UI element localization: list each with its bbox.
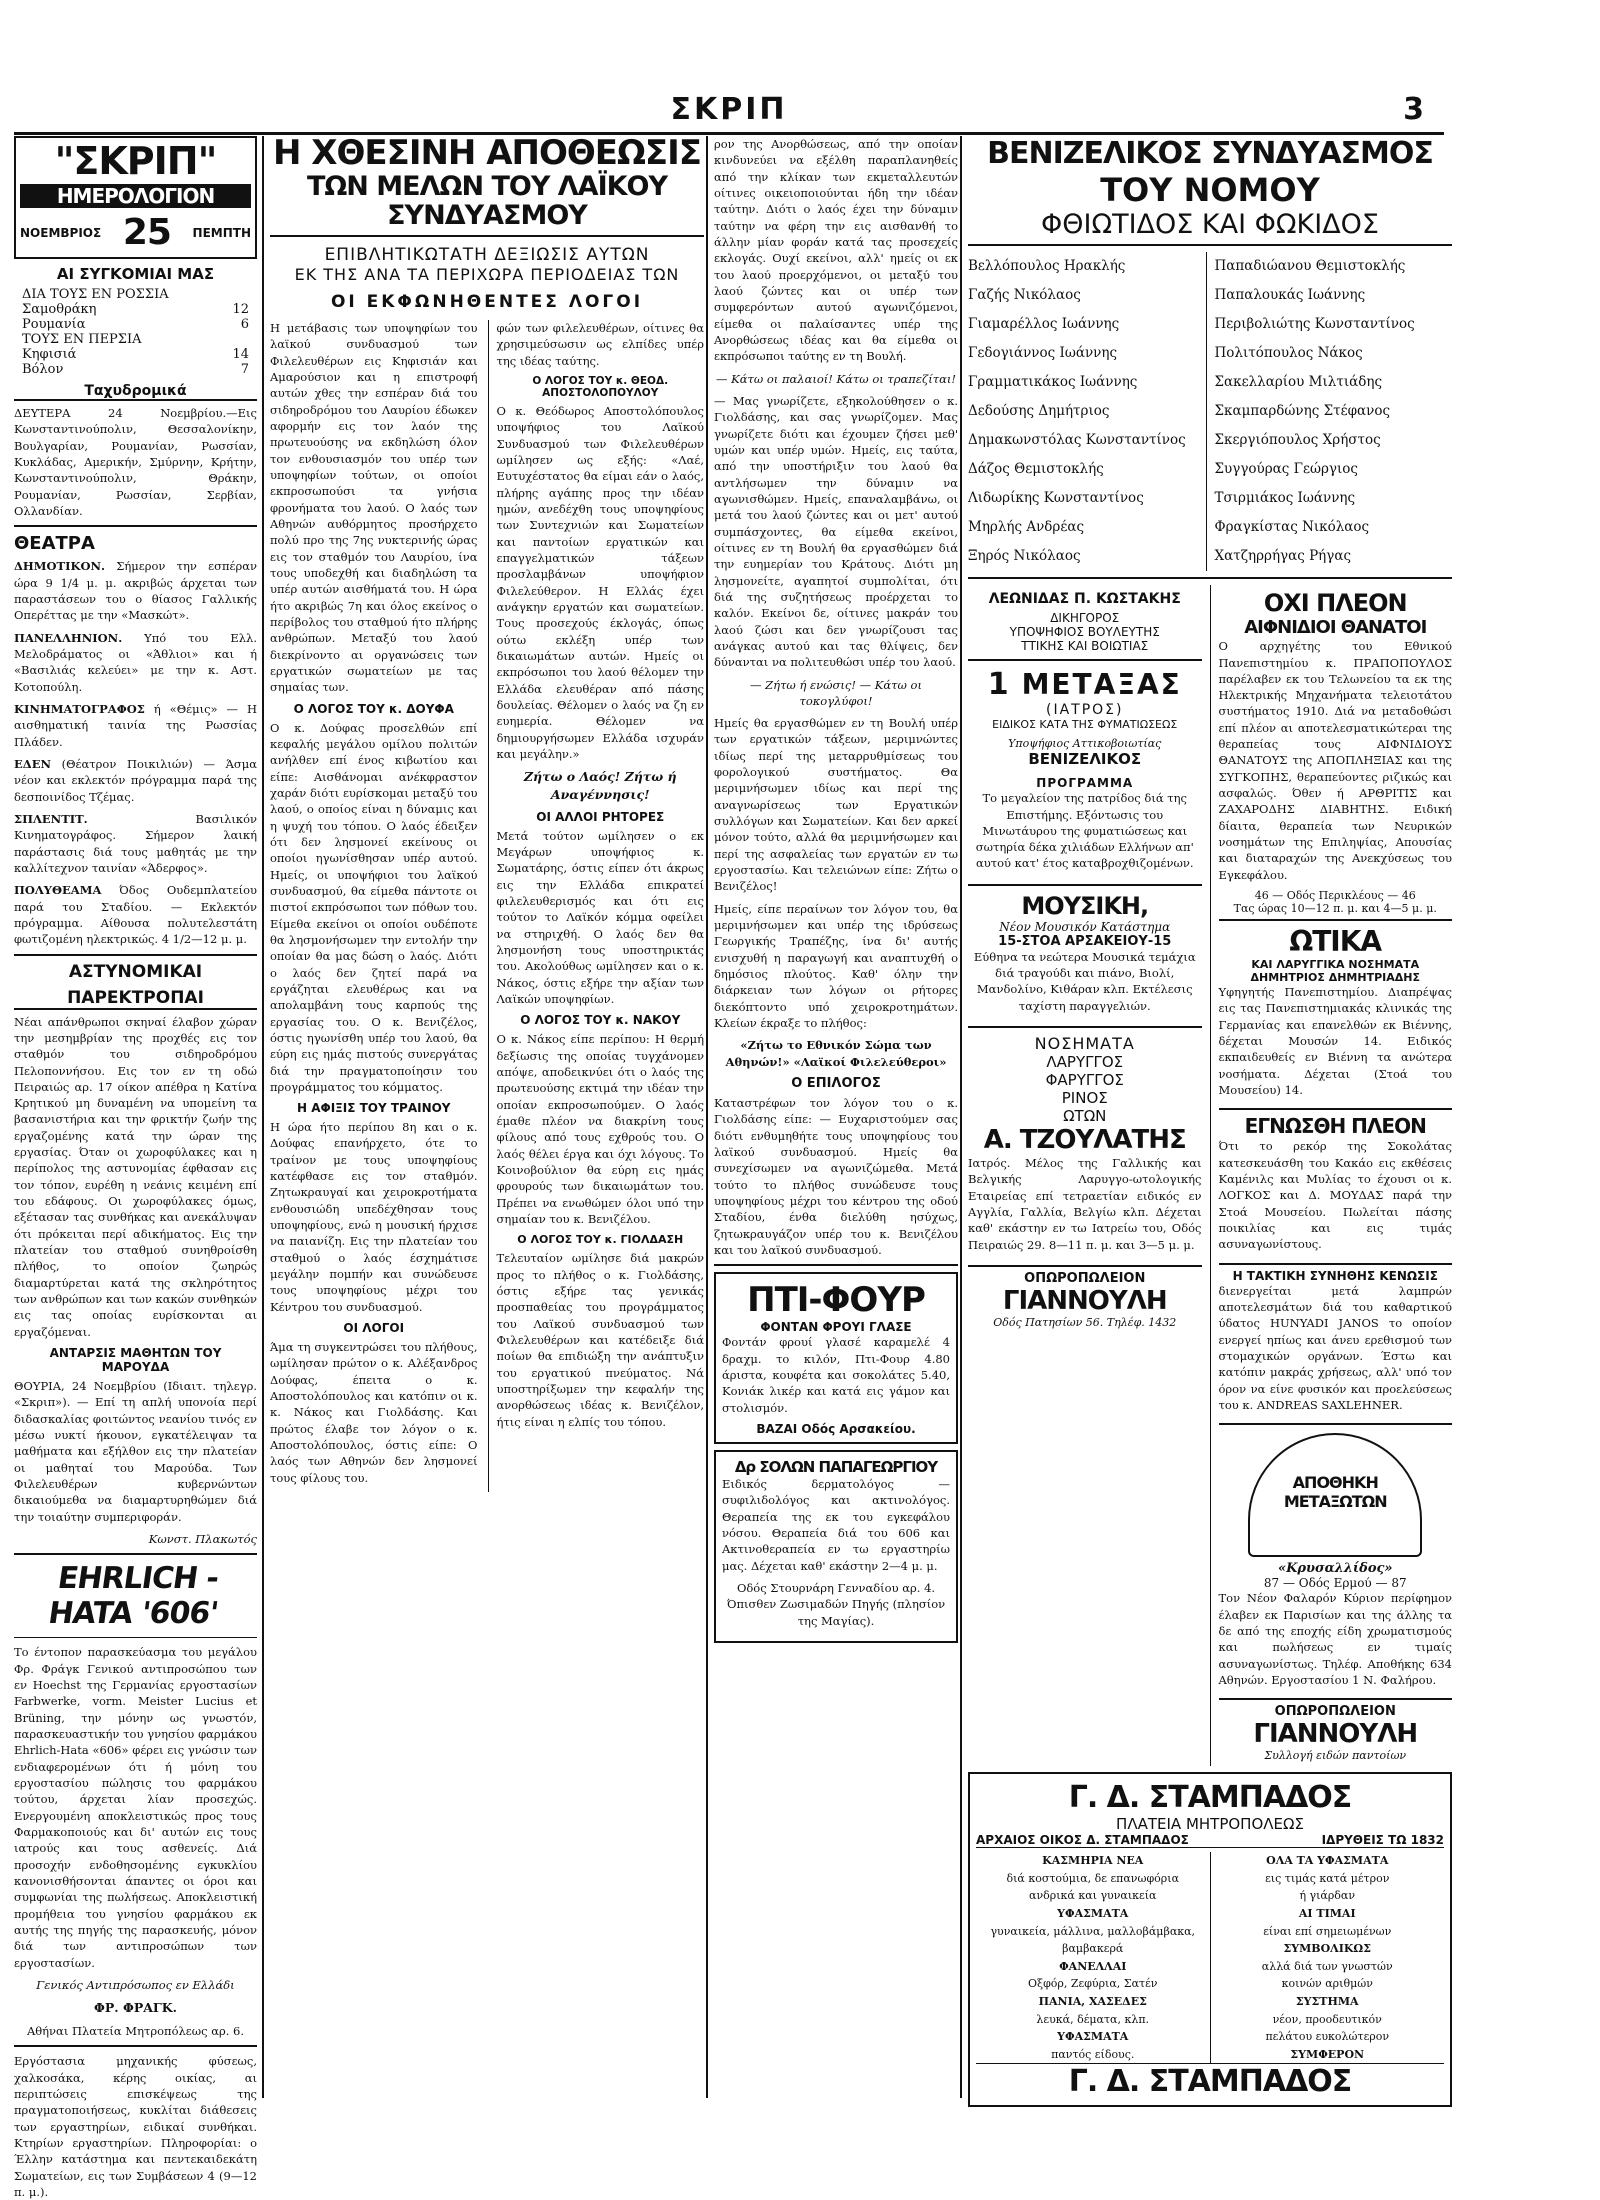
stampados-item: εις τιμάς κατά μέτρον [1265,1871,1390,1885]
ad-otika [1219,921,1453,1110]
ven-title: ΒΕΝΙΖΕΛΙΚΟΣ ΣΥΝΔΥΑΣΜΟΣ [987,136,1433,171]
shop-left-text: Οδός Πατησίων 56. Τηλέφ. 1432 [993,1316,1177,1330]
tz-name: Α. ΤΖΟΥΛΑΤΗΣ [983,1125,1186,1156]
silk-seal [1248,1433,1422,1557]
candidate-name: Πολιτόπουλος Νάκος [1214,345,1363,362]
mail-value: 12 [232,302,249,317]
candidates-left [968,252,1206,571]
ven-subtitle: ΤΟΥ ΝΟΜΟΥ [1100,171,1320,209]
ophi-text: Ο αρχηγέτης του Εθνικού Πανεπιστημίου κ. ΠΡΑΠΟΠΟΥΛΟΣ παρέλαβεν εκ του Τελωνείου τα εκ της Ηλεκτρικής Μηχανήματα τελειοτάτου συστήματος 1910. Διά να μεταδοθώσι επί πλέον αι αποτελεσματικώτεραι της θεραπείας τους ΑΙΦΝΙΔΙΟΥΣ ΘΑΝΑΤΟΥΣ της ΑΠΟΠΛΗΞΙΑΣ και της ΣΥΓΚΟΠΗΣ, θεραπεύοντες ριζικώς και ασφαλώς. Όθεν ή ΑΡΘΡΙΤΙΣ και ΖΑΧΑΡΟΔΗΣ ΔΙΑΒΗΤΗΣ. Ειδική δίαιτα, θεραπεία των Νευρικών νοσημάτων της Επιληψίας, Απουσίας και διαταραχών της Ανεκχύσεως του Εγκεφάλου. [1218,639,1452,882]
ehrlich-title: EHRLICH - HATA '606' [46,1561,221,1632]
metaxas-speciality: ΕΙΔΙΚΟΣ ΚΑΤΑ ΤΗΣ ΦΥΜΑΤΙΩΣΕΩΣ [992,718,1178,732]
ad-silk [1219,1425,1453,1700]
metaxas-program: Το μεγαλείον της πατρίδος διά της Επιστήμης. Εξόντωσις του Μινωτάυρου της φυματιώσεως και σωτηρία δέκα χιλιάδων Ελλήνων απ' αυτού κατ' έτος καταβροχθιζομένων. [975,791,1194,871]
mail-list [14,287,257,377]
silk-text: Τον Νέον Φαλαρόν Κύριον περίφημον έλαβεν εκ Παρισίων και της άλλης τα δε από της εποχής είδη χρωματισμούς και πωλήσεως εν τιμαίς ασυναγωνίστως. Τηλέφ. Αποθήκης 634 Αθηνών. Εργοστασίου 1 Ν. Φαλήρου. [1218,1591,1452,1687]
weekday: ΠΕΜΠΤΗ [192,225,251,240]
column-left [14,136,258,2199]
page-header [14,92,1444,135]
ad-kostakis [968,585,1202,661]
article-headline: Η ΧΘΕΣΙΝΗ ΑΠΟΘΕΩΣΙΣ [272,133,702,173]
cont-text-4: Ημείς, είπε περαίνων τον λόγον του, θα μεριμνήσωμεν και υπέρ της ιδρύσεως Γεωργικής Τραπέζης, ίνα δι' αυτής ενισχυθή η παραγωγή και αναπτυχθή ο δημόσιος πλούτος. Καθ' όλην την διάρκειαν των λόγων οι ρήτορες διεκόπτοντο υπό χειροκροτημάτων. Κλείων έκραξε το πλήθος: [714,901,958,1031]
candidate-name: Βελλόπουλος Ηρακλής [968,258,1126,274]
stampados-item: παντός είδους. [1051,2047,1135,2061]
ophi-subtitle: ΑΙΦΝΙΔΙΟΙ ΘΑΝΑΤΟΙ [1244,617,1427,639]
apost-title: Ο ΛΟΓΟΣ ΤΟΥ κ. ΘΕΟΔ. ΑΠΟΣΤΟΛΟΠΟΥΛΟΥ [532,375,669,400]
stampados-left [976,1852,1210,2063]
stampados-item: διά κοστούμια, δε επανωφόρια [1006,1871,1179,1885]
ad-pti-four-address: ΒΑΖΑΙ Οδός Αρσακείου. [756,1421,916,1436]
others-text: Μετά τούτον ωμίλησεν ο εκ Μεγάρων υποψήφιος κ. Σωματάρης, όστις είπεν ότι άκρως εις την Ελλάδα επικρατεί φιλελευθερισμός και ότι εις τούτον το Λαϊκόν κόμμα οφείλει να στηριχθή. Ο λαός δεν θα λησμονήση τους υποστηρικτάς του. Ακολούθως ωμίλησεν και ο κ. Νάκος, όστις εξήρε την αξίαν των Λαϊκών υποψηφίων. [496,828,704,1007]
theatre-text: Υπό του Ελλ. Μελοδράματος οι «Άθλιοι» και ή «Βασιλιάς κελεύει» με την κ. Αστ. Κοτοπούλη. [14,630,257,694]
mail-label: Σαμοθράκη [22,302,97,317]
candidate-name: Σακελλαρίου Μιλτιάδης [1214,374,1383,391]
post-title: Ταχυδρομικά [14,383,257,401]
ad-doctor-name: Δρ ΣΟΛΩΝ ΠΑΠΑΓΕΩΡΓΙΟΥ [734,1457,938,1476]
stampados-item: ΣΥΜΒΟΛΙΚΩΣ [1283,1942,1371,1956]
welcome-text: Η ώρα ήτο περίπου 8η και ο κ. Δούφας επανήρχετο, ότε το τραίνον με τους υποψηφίους κατέφθασε εις τον σταθμόν. Ζητωκραυγαί και χειροκροτήματα ενθουσιώδη υπεδέχθησαν τους υποψηφίους, ενώ η μουσική ήρχισε να παιανίζη. Εις την πλατείαν του σταθμού ο λαός έσχημάτισε μεγάλην πομπήν και συνώδευσε τους υποψηφίους μέχρι του Κέντρου του συνδυασμού. [270,1120,478,1314]
shop-right-title: ΟΠΩΡΟΠΩΛΕΙΟΝ [1274,1704,1396,1720]
column-main-article [262,133,704,2098]
mail-row [14,302,257,317]
police-title: ΑΣΤΥΝΟΜΙΚΑΙ [68,961,203,982]
metaxas-candidate: Υποψήφιος Αττικοβοιωτίας [1008,737,1162,751]
candidate-name: Ξηρός Νικόλαος [968,548,1081,565]
tz-nosimata: ΝΟΣΗΜΑΤΑ [1034,1034,1135,1054]
mail-label: Κηφισιά [22,347,77,362]
epilogue-text: Καταστρέφων τον λόγον του ο κ. Γιολδάσης είπε: — Ευχαριστούμεν σας διότι ενθυμηθήτε τους υποψηφίους του λαϊκού συνδυασμού. Ημείς θα συνεχίσωμεν να αγωνιζώμεθα. Μετά τούτο το πλήθος συνώδευσε τους υποψηφίους μέχρι του κέντρου της οδού Σταδίου, ένθα διελύθη ησύχως, ζητωκραυγάζον υπέρ του κ. Βενιζέλου και του λαϊκού συνδυασμού. [714,1096,958,1257]
stampados-item: ΥΦΑΣΜΑΤΑ [1057,1907,1129,1921]
stampados-item: Οξφόρ, Ζεφύρια, Σατέν [1028,1977,1158,1991]
mail-label: Βόλον [22,362,64,377]
stampados-item: ΣΥΣΤΗΜΑ [1295,1995,1359,2009]
yold-title: Ο ΛΟΓΟΣ ΤΟΥ κ. ΓΙΟΛΔΑΣΗ [517,1233,684,1247]
stampados-house: ΑΡΧΑΙΟΣ ΟΙΚΟΣ Δ. ΣΤΑΜΠΑΔΟΣ [976,1833,1189,1848]
candidate-name: Περιβολιώτης Κωνσταντίνος [1214,316,1415,333]
ad-doctor-text: Ειδικός δερματολόγος — συφιλιδολόγος και ακτινολόγος. Θεραπεία της εκ του εγκεφάλου νόσου. Θεραπεία διά του 606 και Ακτινοθεραπεία εν τω εργαστηρίω μας. Δέχεται καθ' εκάστην 2—4 μ. μ. [722,1476,950,1573]
cont-cheer-2: «Ζήτω το Εθνικόν Σώμα των Αθηνών!» «Λαϊκοί Φιλελεύθεροι» [725,1038,947,1069]
ophi-hours: Τας ώρας 10—12 π. μ. και 4—5 μ. μ. [1233,902,1437,916]
ad-kenosis [1219,1265,1453,1426]
ehrlich-agent: Γενικός Αντιπρόσωπος εν Ελλάδι [36,1977,235,1992]
nakos-text: Ο κ. Νάκος είπε περίπου: Η θερμή δεξίωσις της οποίας τυγχάνομεν απόψε, αποδεικνύει ότι ο λαός της πρωτευούσης εκτιμά την ιδέαν την οποίαν εκπροσωπούμεν. Ο λαός έμαθε πλέον να διακρίνη τους φίλους από τους εχθρούς του. Ο λαός θέλει έργα και όχι λόγους. Το Κοινοβούλιον θα εύρη εις ημάς φρουρούς των δικαιωμάτων του. Πρέπει να ενωθώμεν όλοι υπό την σημαίαν του κ. Βενιζέλου. [496,1032,704,1226]
stampados-footer: Γ. Δ. ΣΤΑΜΠΑΔΟΣ [976,2063,1444,2099]
theatre-text: ή «Θέμις» — Η αισθηματική ταινία της Ρωσσίας Πλάδεν. [14,701,257,749]
candidate-name: Σκαμπαρδώνης Στέφανος [1214,403,1391,420]
ad-music [968,886,1202,1028]
theatre-text: Σήμερον την εσπέραν ώρα 9 1/4 μ. μ. ακριβώς άρχεται των παραστάσεων του ο θίασος Γαλλικής Οπερέττας με την «Μασκώτ». [14,559,258,623]
candidate-name: Τσιρμιάκος Ιωάννης [1214,490,1356,507]
article-headline-2: ΤΩΝ ΜΕΛΩΝ ΤΟΥ ΛΑΪΚΟΥ ΣΥΝΔΥΑΣΜΟΥ [270,172,704,237]
ehrlich-footer: Εργόστασια μηχανικής φύσεως, χαλκοσάκα, κέρης οικίας, αι περιπτώσεις επισκέψεως της πραγματοποιήσεως, κυκλίται διάθεσεις των εργαστηρίων, ειδικαί συνθήκαι. Κτηρίων εργαστηρίων. Πληροφορίαι: ο Έλλην κατάστημα και πεντεκαιδεκάτη Σωματείων, εις των Συμβάσεων 4 (9—12 π. μ.). [14,2054,257,2199]
mail-row [14,317,257,332]
ehrlich-address: Αθήναι Πλατεία Μητροπόλεως αρ. 6. [26,2024,245,2038]
ehrlich-text: Το έντοπον παρασκεύασμα του μεγάλου Φρ. Φράγκ Γενικού αντιπροσώπου των εν Hoechst της Γερμανίας εργοστασίων Farbwerke, vorm. Meister Lucius et Brüning, την μόνην ως γνωστόν, παρασκευαστικήν του γνησίου φαρμάκου Ehrlich-Hata «606» φέρει εις γνώσιν των ενδιαφερομένων ότι ή μόνη του εργοστασίου πώλησις του φαρμάκου τούτου, άρχεται λίαν προσεχώς. Ενεργουμένη αποκλειστικώς προς τους Φαρμακοποιούς και δι' αυτών εις τους ιατρούς και τους ασθενείς. Διά προσοχήν ενδοθησομένης εγκυκλίου κανονισθήσονται άπαντες οι όροι και συμφωνίαι της πωλήσεως. Αποκλειστική προμήθεια του γνησίου φαρμάκου εκ αυτής της πηγής της παρασκευής, μόνον διά των αντιπροσώπων των εργοστασίων. [14,1645,257,1970]
ad-egnosthi [1219,1110,1453,1264]
mail-row [14,362,257,377]
otika-text: Υφηγητής Πανεπιστημίου. Διαπρέψας εις τας Πανεπιστημιακάς κλινικάς της Γερμανίας και επανελθών εκ Βιέννης, δέχεται Μουσών 14. Ειδικός εκπαιδευθείς εν Βιέννη τα ανώτερα νοσήματα. Δέχεται (Στοά του Μουσείου) 14. [1218,985,1452,1098]
post-text: ΔΕΥΤΕΡΑ 24 Νοεμβρίου.—Εις Κωνσταντινούπολιν, Θεσσαλονίκην, Βουλγαρίαν, Ρουμανίαν, Ρωσσίαν, Κυκλάδας, Αμερικήν, Σμύρνην, Κρήτην, Κωνσταντινούπολιν, Θράκην, Ρουμανίαν, Ρωσσίαν, Σερβίαν, Ολλανδίαν. [14,406,257,518]
epilogue-title: Ο ΕΠΙΛΟΓΟΣ [791,1076,881,1092]
theatre-item [14,756,257,805]
stampados-item: νέον, προοδευτικόν [1272,2012,1382,2026]
music-text: Εύθηνα τα νεώτερα Μουσικά τεμάχια διά τραγούδι και πιάνο, Βιολί, Μανδολίνο, Κιθάραν κλπ. Εκτέλεσις ταχίστη παραγγελιών. [973,949,1196,1013]
stampados-item: ανδρικά και γυναικεία [1029,1889,1157,1903]
column-ads [960,136,1452,2098]
theatre-text: (Θέατρον Ποικιλιών) — Άσμα νέον και εκλεκτόν πρόγραμμα παρά της δεσποινίδος Τζέμας. [14,756,257,804]
candidate-name: Δημακωνστόλας Κωνσταντίνος [968,432,1186,449]
police-text: Νέαι απάνθρωποι σκηναί έλαβον χώραν την μεσημβρίαν της προχθές εις τον σταθμόν του σιδηροδρόμου Πελοποννήσου. Εις τον εν τη οδώ Πειραιώς αρ. 17 οίκον απέθρα η Κατίνα Κρητικού μη δυναμένη να υπομείνη τα βασανιστήρια και την φρικτήν ζωήν της εργαζομένης κατά την ώραν της εργασίας. Όταν οι χωροφύλακες και η περίπολος της αστυνομίας έφθασαν εις τον τόπον, ευρέθη η νεάνις κειμένη επί του εδάφους. Οι χωροφύλακες όμως, εξέτασαν τας συνθήκας και ανεκάλυψαν ότι πρόκειται περί αδικήματος. Εις την πλατείαν του σταθμού συνηθροίσθη πλήθος, το οποίον ζωηρώς διαμαρτύρεται κατά της σκληρότητος των ανθρώπων και των κακών συνθηκών εις τας οποίας ευρίσκονται αι εργαζόμεναι. [14,1014,257,1339]
dousf-title: Ο ΛΟΓΟΣ ΤΟΥ κ. ΔΟΥΦΑ [293,701,454,716]
theatre-name: ΠΑΝΕΛΛΗΝΙΟΝ. [14,630,123,645]
metaxas-number: 1 [987,667,1008,703]
theatre-item [14,811,257,876]
kostakis-name: ΛΕΩΝΙΔΑΣ Π. ΚΩΣΤΑΚΗΣ [988,591,1181,608]
candidate-name: Παπαλουκάς Ιωάννης [1214,287,1366,304]
kostakis-candidate: ΥΠΟΨΗΦΙΟΣ ΒΟΥΛΕΥΤΗΣ [1009,625,1160,640]
ophi-address: 46 — Οδός Περικλέους — 46 [1254,889,1416,903]
ven-subtitle-2: ΦΘΙΩΤΙΔΟΣ ΚΑΙ ΦΩΚΙΔΟΣ [968,209,1452,246]
otika-title: ΩΤΙΚΑ [1289,925,1382,959]
article-cont: φών των φιλελευθέρων, οίτινες θα χρησιμεύσωσιν ως ελπίδες υπέρ της ιδέας ταύτης. [496,321,704,368]
mail-label: ΔΙΑ ΤΟΥΣ ΕΝ ΡΟΣΣΙΑ [22,287,169,302]
shop-left-title: ΟΠΩΡΟΠΩΛΕΙΟΝ [1024,1271,1146,1287]
silk-subtitle: «Κρυσαλλίδος» [1277,1561,1393,1577]
date-row [20,212,251,253]
calendar-label: ΗΜΕΡΟΛΟΓΙΟΝ [20,184,251,208]
cont-shouts: — Ζήτω ή ενώσις! — Κάτω οι τοκογλύφοι! [750,677,922,708]
candidate-name: Φραγκίστας Νικόλαος [1214,519,1370,536]
stampados-item: κοινών αριθμών [1281,1977,1373,1991]
silk-address: 87 — Οδός Ερμού — 87 [1263,1576,1407,1591]
stampados-item: γυναικεία, μάλλινα, μαλλοβάμβακα, βαμβακερά [990,1924,1196,1956]
ad-pti-four-subtitle: ΦΟΝΤΑΝ ΦΡΟΥΙ ΓΛΑΣΕ [760,1320,912,1335]
day-number: 25 [122,212,171,253]
ad-tzoulatis [968,1028,1202,1267]
article-body-right [488,320,705,1492]
ad-metaxas [968,661,1202,886]
candidate-name: Δάζος Θεμιστοκλής [968,461,1104,478]
candidate-name: Συγγούρας Γεώργιος [1214,461,1358,478]
ad-stampados [968,1772,1452,2107]
theatre-name: ΕΔΕΝ [14,756,51,771]
theatre-item [14,701,257,750]
stampados-item: λευκά, δέματα, κλπ. [1036,2012,1150,2026]
silk-title: ΑΠΟΘΗΚΗ ΜΕΤΑΞΩΤΩΝ [1283,1473,1387,1512]
theatre-text: Βασιλικόν Κινηματογράφος. Σήμερον λαική παράστασις διά τους μαθητάς με την καλλίτεχνον ταινίαν «Άδερφος». [14,811,257,875]
speeches2-text: Άμα τη συγκεντρώσει του πλήθους, ωμίλησαν πρώτον ο κ. Αλέξανδρος Δούφας, έπειτα ο κ. Αποστολόπουλος και κατόπιν οι κ. κ. Νάκος και Γιολδάσης. Και πρώτος έλαβε τον λόγον ο κ. Αποστολόπουλος, όστις είπε: Ο λαός των Αθηνών δεν λησμονεί τους φίλους του. [270,1340,478,1485]
candidate-name: Γιαμαρέλλος Ιωάννης [968,316,1120,333]
tz-faryngos: ΦΑΡΥΓΓΟΣ [1045,1071,1124,1090]
tz-rinos: ΡΙΝΟΣ [1061,1089,1108,1108]
music-title: ΜΟΥΣΙΚΗ, [1021,891,1149,920]
ad-pti-four [714,1272,958,1444]
article-body-left [270,320,478,1492]
stampados-item: ΚΑΣΜΗΡΙΑ ΝΕΑ [1042,1854,1144,1868]
theatre-name: ΠΟΛΥΘΕΑΜΑ [14,883,102,898]
stampados-item: ΥΦΑΣΜΑΤΑ [1057,2030,1129,2044]
candidate-name: Γαζής Νικόλαος [968,287,1081,304]
cheer-line: Ζήτω ο Λαός! Ζήτω ή Αναγέννησις! [523,769,677,803]
candidate-name: Μηρλής Ανδρέας [968,519,1085,536]
kostakis-area: ΤΤΙΚΗΣ ΚΑΙ ΒΟΙΩΤΙΑΣ [1021,639,1149,654]
stampados-body [976,1852,1444,2063]
mail-value: 6 [240,317,249,332]
candidate-name: Σκεργιόπουλος Χρήστος [1214,432,1381,449]
candidates-right [1206,252,1453,571]
theatre-name: ΣΠΛΕΝΤΙΤ. [14,811,88,826]
maroudas-text: ΘΟΥΡΙΑ, 24 Νοεμβρίου (Ιδιαιτ. τηλεγρ. «Σκριπ»). — Επί τη απλή υπονοία περί διδασκαλίας φοιτώντος νεανίου τινός εν μέσω νυκτί ήκουον, εγκατέλειψαν τα μαθήματα και εξήλθον εις την πλατείαν οι μαθηταί του Μαρούδα. Των Φιλελευθέρων κυβερνώντων δικαιούμεθα να διαμαρτυρηθώμεν διά την τοιαύτην συμπεριφοράν. [14,1379,257,1524]
candidate-name: Παπαδιώανου Θεμιστοκλής [1214,258,1406,274]
metaxas-name: ΜΕΤΑΞΑΣ [1021,668,1182,702]
stampados-house-row [976,1833,1444,1848]
nakos-title: Ο ΛΟΓΟΣ ΤΟΥ κ. ΝΑΚΟΥ [520,1013,681,1028]
kenosis-title: Η ΤΑΚΤΙΚΗ ΣΥΝΗΘΗΣ ΚΕΝΩΣΙΣ [1232,1268,1438,1283]
stampados-item: πελάτου ευκολώτερον [1265,2030,1390,2044]
maroudas-signature: Κωνστ. Πλακωτός [148,1532,257,1547]
ophi-title: ΟΧΙ ΠΛΕΟΝ [1263,589,1407,618]
kenosis-text: διενεργείται μετά λαμπρών αποτελεσμάτων διά του καθαρτικού ύδατος HUNYADI JANOS το οποίον ενεργεί ηπίως και άνευ ερεθισμού των στομαχικών οργάνων. Έστω και κατόπιν μακράς χρήσεως, αλλ' υπό τον όρον να είνε φυσικόν και προελεύσεως του κ. ANDREAS SAXLEHNER. [1218,1283,1452,1412]
stampados-square: ΠΛΑΤΕΙΑ ΜΗΤΡΟΠΟΛΕΩΣ [1116,1815,1304,1834]
stampados-year: ΙΔΡΥΘΕΙΣ ΤΩ 1832 [1321,1833,1444,1848]
otika-name: ΔΗΜΗΤΡΙΟΣ ΔΗΜΗΤΡΙΑΔΗΣ [1250,971,1420,985]
theatre-name: ΚΙΝΗΜΑΤΟΓΡΑΦΟΣ [14,701,145,716]
otika-subtitle: ΚΑΙ ΛΑΡΥΓΓΙΚΑ ΝΟΣΗΜΑΤΑ [1251,958,1420,972]
mail-title: ΑΙ ΣΥΓΚΟΜΙΑΙ ΜΑΣ [56,265,215,283]
mail-row [14,287,257,302]
music-subtitle: Νέον Μουσικόν Κατάστημα [999,919,1171,934]
shop-left-name: ΓΙΑΝΝΟΥΛΗ [1002,1286,1167,1317]
tz-laryngos: ΛΑΡΥΓΓΟΣ [1046,1053,1124,1072]
column-continuation [706,136,958,2098]
mail-label: Ρουμανία [22,317,86,332]
stampados-name: Γ. Δ. ΣΤΑΜΠΑΔΟΣ [1068,1780,1352,1816]
ads-lower-right [1210,585,1453,1766]
candidate-list [968,252,1452,571]
ads-lower [968,585,1452,1766]
music-address: 15-ΣΤΟΑ ΑΡΣΑΚΕΙΟΥ-15 [998,933,1172,949]
article-body [270,320,704,1492]
metaxas-role: (ΙΑΤΡΟΣ) [1046,702,1124,719]
maroudas-title: ΑΝΤΑΡΣΙΣ ΜΑΘΗΤΩΝ ΤΟΥ ΜΑΡΟΥΔΑ [49,1346,222,1375]
welcome-title: Η ΑΦΙΞΙΣ ΤΟΥ ΤΡΑΙΝΟΥ [296,1101,451,1116]
mail-value: 14 [232,347,249,362]
candidate-name: Δεδούσης Δημήτριος [968,403,1110,420]
shop-right-name: ΓΙΑΝΝΟΥΛΗ [1253,1719,1418,1750]
candidate-name: Γραμματικάκος Ιωάννης [968,374,1138,391]
mail-row [14,332,257,347]
apost-text: Ο κ. Θεόδωρος Αποστολόπουλος υποψήφιος του Λαϊκού Συνδυασμού των Φιλελευθέρων ωμίλησεν ως εξής: «Λαέ, Ευτυχέστατος θα είμαι εάν ο λαός, πλήρης αγάπης προς την ιδέαν ημών, ανεδέχθη τους υποψηφίους των Συντεχνιών και Σωματείων και παντοίων εργατικών και επαγγελματικών τάξεων προσλαμβάνων υποψήφιον Φιλελεύθερον. Η Ελλάς έχει ανάγκην εργατών και σωματείων. Τους προσεχούς έκλογάς, όπως ούτω εκλέξη υπέρ των δικαιωμάτων αυτών. Ημείς οι εκπρόσωποι του λαού θέλομεν την Ελλάδα ελευθέραν από πάσης δουλείας. Θέλομεν ο λαός να ζη εν ευημερία. Θέλομεν να δημιουργήσωμεν Ελλάδα ισχυράν και μεγάλην.» [496,404,704,761]
shop-right-text: Συλλογή ειδών παντοίων [1264,1749,1407,1763]
masthead-title: ΣΚΡΙΠ [670,92,788,127]
cont-text-3: Ημείς θα εργασθώμεν εν τη Βουλή υπέρ των εργατικών τάξεων, μεριμνώντες ιδίως περί της μεταρρυθμίσεως του φορολογικού συστήματος. Θα μεριμνήσωμεν ιδίως και περί της αναγνωρίσεως των Εργατικών συλλόγων και Σωματείων. Και δεν αρκεί μόνον τούτο, αλλά θα μεριμνήσωμεν και περί της ασφαλείας των εργατών εν τω εργοστασίω. Και τελειώνων είπε: Ζήτω ο Βενιζέλος! [714,716,958,894]
yold-text: Τελευταίον ωμίλησε διά μακρών προς το πλήθος ο κ. Γιολδάσης, όστις εξήρε τας γενικάς προσπαθείας του προγράμματος του Λαϊκού συνδυασμού των Φιλελευθέρων και κατέδειξε διά ποίων θα επιδιώξη την ανάπτυξιν του εργατικού πνεύματος. Νά υποστηρίξωμεν την κεφαλήν της ανορθώσεως ιδέας κ. Βενιζέλον, ήτις είναι η ελπίς του τόπου. [496,1251,704,1429]
theatre-title: ΘΕΑΤΡΑ [14,533,95,555]
metaxas-header [968,667,1202,702]
ad-shop-left [968,1267,1202,1333]
stampados-item: ΦΑΝΕΛΛΑΙ [1059,1959,1127,1973]
stampados-item: είναι επί σημειωμένων [1263,1924,1392,1938]
theatre-text: Όδος Ουδεμπλατείου παρά του Σταδίου. — Εκλεκτόν πρόγραμμα. Αίθουσα πολυτελεστάτη φωτιζομένη ηλεκτρικώς. 4 1/2—12 μ. μ. [14,883,257,947]
cont-text-1: ρον της Ανορθώσεως, από την οποίαν κινδυνεύει να εξέλθη παραπλανηθείς από την κλίκαν των εκμεταλλευτών οίτινες οικειοποιούνται ήδη την ιδέαν ταύτην. Διότι ο λαός έχει την δύναμιν ταύτην να φέρη την εις αισθανθή το άλλην μίαν φοράν κατά τας προσεχείς εκλογάς. Ουχί εκείνοι, αλλ' ημείς οι εκ του λαού προερχόμενοι, οι μεταξύ του λαού ζώντες και οι υπέρ των συμφερόντων αυτού αγωνιζόμενοι, είμεθα οι παλαίσαντες υπέρ της Ανορθώσεως ιδέας και θα είμεθα οι εκπρόσωποι ταύτης εν τη Βουλή. [714,137,958,364]
metaxas-program-title: ΠΡΟΓΡΑΜΜΑ [1036,776,1134,791]
metaxas-party: ΒΕΝΙΖΕΛΙΚΟΣ [1028,750,1142,769]
ad-pti-four-text: Φοντάν φρουί γλασέ καραμελέ 4 δραχμ. το κιλόν, Πτι-Φουρ 4.80 άριστα, κουφέτα και σοκολάτες 5.40, Κονιάκ λικέρ και κατά εις γάμον και στολισμόν. [722,1335,950,1415]
tz-oton: ΩΤΩΝ [1063,1107,1107,1126]
ad-pti-four-title: ΠΤΙ-ΦΟΥΡ [747,1280,925,1321]
others-title: ΟΙ ΑΛΛΟΙ ΡΗΤΟΡΕΣ [536,809,665,824]
ad-shop-right [1219,1700,1453,1766]
mail-value: 7 [240,362,249,377]
egnosthi-text: Ότι το ρεκόρ της Σοκολάτας κατεσκευάσθη του Κακάο εις εκθέσεις Καμένιλς και Μυλίας το έχουσι οι κ. ΛΟΓΚΟΣ και Δ. ΜΟΥΔΑΣ παρά την Στοά Μουσείου. Πωλείται πάσης ποικιλίας και εις τιμάς ασυναγωνίστους. [1218,1139,1452,1252]
article-lead: Η μετάβασις των υποψηφίων του λαϊκού συνδυασμού των Φιλελευθέρων εις Κηφισιάν και Αμαρούσιον και η επιστροφή αυτών χθες την εσπέραν διά του σιδηροδρόμου του Λαυρίου έδωκεν αφορμήν εις τον λαόν της πρωτευούσης να εκδηλώση όλον τον ενθουσιασμόν του υπέρ των υποψηφίων τούτων, οι οποίοι εκπροσωπούσι τα γνήσια φρονήματα του λαού. Ο λαός των Αθηνών αυθόρμητος προσήρχετο πολύ προ της 7ης νυκτερινής ώρας εις τον σταθμόν του Λαυρίου, ίνα τους υποδεχθή και διαδηλώση τα υπέρ αυτών αισθήματά του. Η ώρα ήτο ακριβώς 7η και όλος εκείνος ο περίβολος του σταθμού ήτο πλήρης ανθρώπων. Μεταξύ του λαού διεκρίνοντο αι οργανώσεις των εργατικών σωματείων με τας σημαίας των. [270,321,478,695]
ads-lower-left [968,585,1202,1766]
stampados-item: αλλά διά των γνωστών [1261,1959,1393,1973]
police-subtitle: ΠΑΡΕΚΤΡΟΠΑΙ [14,988,257,1010]
mail-row [14,347,257,362]
theatre-item [14,558,257,623]
kostakis-role: ΔΙΚΗΓΟΡΟΣ [1050,611,1120,626]
dousf-text: Ο κ. Δούφας προσελθών επί κεφαλής μεγάλου ομίλου πολιτών ανήλθεν επί ένος κιβωτίου και είπε: Αισθάνομαι ανέκφραστον χαράν διότι ευρίσκομαι μεταξύ του λαού, ο οποίος είναι η δύναμις και η ψυχή του τόπου. Ο λαός έδειξεν ότι δεν λησμονεί εκείνους οι οποίοι ηγωνίσθησαν υπέρ αυτού. Ημείς, οι υποψήφιοι του λαϊκού συνδυασμού, θα είμεθα πάντοτε οι πιστοί εκπρόσωποι των πόθων του. Είμεθα εκείνοι οι οποίοι ουδέποτε θα λησμονήσωμεν την εντολήν την οποίαν θα μας δώση ο λαός. Διότι ο λαός δεν ζητεί παρά να εργάζηται ελευθέρως και να απολαμβάνη τους καρπούς της εργασίας του. Ο κ. Βενιζέλος, όστις ηγωνίσθη υπέρ του λαού, θα εύρη εις ημάς πιστούς συνεργάτας διά την πραγματοποίησιν του προγράμματος του κόμματος. [270,720,478,1094]
page-number: 3 [1403,92,1424,127]
theatre-list [14,558,257,947]
theatre-item [14,630,257,695]
ad-doctor [714,1450,958,1643]
article-subtitle-2: ΕΚ ΤΗΣ ΑΝΑ ΤΑ ΠΕΡΙΧΩΡΑ ΠΕΡΙΟΔΕΙΑΣ ΤΩΝ [294,265,680,285]
ehrlich-name: ΦΡ. ΦΡΑΓΚ. [93,2000,178,2016]
candidate-name: Λιδωρίκης Κωνσταντίνος [968,490,1144,507]
stampados-right [1210,1852,1445,2063]
speeches2-title: ΟΙ ΛΟΓΟΙ [343,1321,405,1336]
egnosthi-title: ΕΓΝΩΣΘΗ ΠΛΕΟΝ [1244,1114,1426,1139]
newspaper-logo: "ΣΚΡΙΠ" [54,139,217,183]
ad-doctor-address: Οδός Στουρνάρη Γενναδίου αρ. 4. Όπισθεν Ζωσιμαδών Πηγής (πλησίον της Μαγίας). [726,1580,946,1628]
stampados-item: ΟΛΑ ΤΑ ΥΦΑΣΜΑΤΑ [1266,1854,1389,1868]
speeches-title: ΟΙ ΕΚΦΩΝΗΘΕΝΤΕΣ ΛΟΓΟΙ [330,292,644,313]
ad-ophi [1219,585,1453,921]
theatre-name: ΔΗΜΟΤΙΚΟΝ. [14,559,106,574]
mail-label: ΤΟΥΣ ΕΝ ΠΕΡΣΙΑ [22,332,142,347]
month: ΝΟΕΜΒΡΙΟΣ [20,225,102,240]
stampados-item: ΣΥΜΦΕΡΟΝ [1290,2047,1365,2061]
stampados-item: ή γιάρδαν [1299,1889,1356,1903]
stampados-item: ΑΙ ΤΙΜΑΙ [1298,1907,1356,1921]
theatre-item [14,882,257,947]
stampados-item: ΠΑΝΙΑ, ΧΑΣΕΔΕΣ [1038,1995,1147,2009]
cont-cheers: — Κάτω οι παλαιοί! Κάτω οι τραπεζίται! [715,371,957,386]
candidate-name: Χατζηρρήγας Ρήγας [1214,548,1352,565]
tz-text: Ιατρός. Μέλος της Γαλλικής και Βελγικής Λαρυγγο-ωτολογικής Εταιρείας επί τετραετίαν ειδικός εν Αγγλία, Γαλλία, Βελγίω κλπ. Δέχεται καθ' εκάστην εν τω Ιατρείω του, Οδός Πειραιώς 29. 8—11 π. μ. και 3—5 μ. μ. [968,1156,1202,1252]
cont-text-2: — Μας γνωρίζετε, εξηκολούθησεν ο κ. Γιολδάσης, και σας γνωρίζομεν. Μας γνωρίζετε διότι και έχουμεν ζήσει μεθ' υμών και υπέρ υμών. Ημείς, εις ταύτα, από την υποστήριξιν του λαού θα αντλήσωμεν την δύναμιν να αγωνισθώμεν. Ημείς, επαναλαμβάνω, οι μετά του λαού ζώντες και οι μετ' αυτού συμπάσχοντες, θα είμεθα εκείνοι, οίτινες εν τη Βουλή θα εργασθώμεν διά την ευημερίαν του Κράτους. Διότι μη λησμονείτε, αγαπητοί συμπολίται, ότι διά της συζητήσεως προέρχεται το καλόν. Εκείνοι δε, οίτινες μακράν του λαού ζώσι και δεν γνωρίζουσι τας ανάγκας αυτού και τας θλίψεις, δεν δύνανται να πολιτευθώσι υπέρ του λαού. [714,393,958,670]
candidate-name: Γεδογιάννος Ιωάννης [968,345,1118,362]
article-subtitle: ΕΠΙΒΛΗΤΙΚΩΤΑΤΗ ΔΕΞΙΩΣΙΣ ΑΥΤΩΝ [324,245,650,266]
calendar-box [14,136,257,259]
